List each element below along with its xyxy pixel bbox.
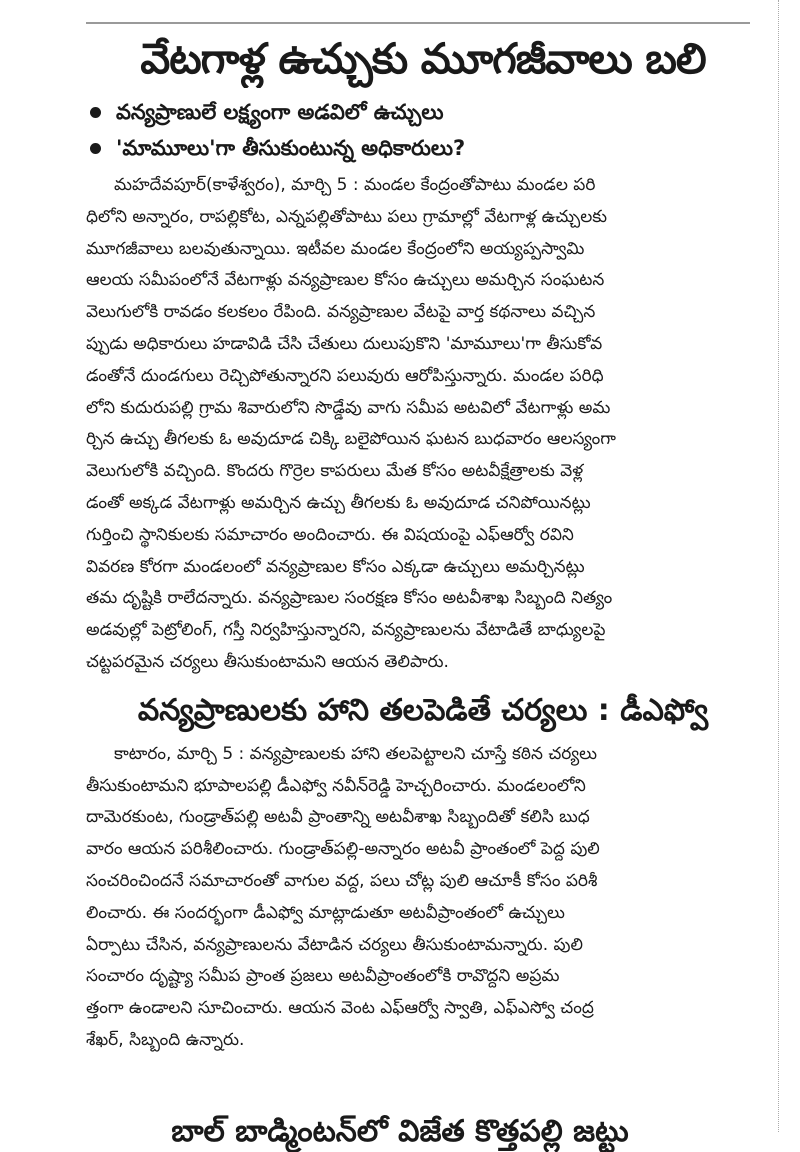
article-headline: వేటగాళ్ల ఉచ్చుకు మూగజీవాలు బలి — [140, 34, 706, 83]
bullet-dot-icon — [90, 107, 101, 118]
body-line: ప్పుడు అధికారులు హడావిడి చేసి చేతులు దులుపుకొని 'మామూలు'గా తీసుకోవ — [86, 333, 603, 354]
body-line: అడవుల్లో పెట్రోలింగ్, గస్తీ నిర్వహిస్తున్నారని, వన్యప్రాణులను వేటాడితే బాధ్యులపై — [86, 620, 606, 641]
section-body — [86, 739, 760, 1057]
highlight-text: 'మామూలు'గా తీసుకుంటున్న అధికారులు? — [116, 136, 466, 160]
body-line: ఏర్పాటు చేసిన, వన్యప్రాణులను వేటాడిన చర్యలు తీసుకుంటామన్నారు. పులి — [86, 934, 583, 955]
body-line: త్తంగా ఉండాలని సూచించారు. ఆయన వెంట ఎఫ్ఆర్వో స్వాతి, ఎఫ్ఎస్వో చంద్ర — [86, 998, 594, 1019]
body-line: వెలుగులోకి వచ్చింది. కొందరు గొర్రెల కాపరులు మేత కోసం అటవీక్షేత్రాలకు వెళ్ల — [86, 461, 584, 482]
body-line: డంతోనే దుండగులు రెచ్చిపోతున్నారని పలువురు ఆరోపిస్తున్నారు. మండల పరిధి — [86, 365, 604, 386]
highlight-list — [86, 94, 760, 166]
adjacent-column-edge — [778, 0, 800, 1132]
body-line: తీసుకుంటామని భూపాలపల్లి డీఎఫ్వో నవీన్‌రెడ్డి హెచ్చరించారు. మండలంలోని — [86, 775, 586, 796]
body-line: చట్టపరమైన చర్యలు తీసుకుంటామని ఆయన తెలిపారు. — [86, 651, 449, 672]
body-line: వివరణ కోరగా మండలంలో వన్యప్రాణుల కోసం ఎక్కడా ఉచ్చులు అమర్చినట్లు — [86, 556, 585, 577]
body-line: ఆలయ సమీపంలోనే వేటగాళ్లు వన్యప్రాణుల కోసం ఉచ్చులు అమర్చిన సంఘటన — [86, 270, 605, 291]
body-line: శేఖర్, సిబ్బంది ఉన్నారు. — [86, 1029, 245, 1050]
body-line: సంచరించిందనే సమాచారంతో వాగుల వద్ద, పలు చోట్ల పులి ఆచూకీ కోసం పరిశీ — [86, 870, 598, 891]
body-line: ధిలోని అన్నారం, రాపల్లికోట, ఎన్నపల్లితోపాటు పలు గ్రామాల్లో వేటగాళ్ల ఉచ్చులకు — [86, 206, 608, 227]
highlight-text: వన్యప్రాణులే లక్ష్యంగా అడవిలో ఉచ్చులు — [116, 100, 444, 124]
body-line: సంచారం దృష్ట్యా సమీప ప్రాంత ప్రజలు అటవీప్రాంతంలోకి రావొద్దని అప్రమ — [86, 966, 560, 987]
body-line: ర్చిన ఉచ్చు తీగలకు ఓ అవుదూడ చిక్కి బలైపోయిన ఘటన బుధవారం ఆలస్యంగా — [86, 429, 616, 450]
highlight-item — [86, 130, 760, 166]
body-line: తమ దృష్టికి రాలేదన్నారు. వన్యప్రాణుల సంరక్షణ కోసం అటవీశాఖ సిబ్బంది నిత్యం — [86, 588, 613, 609]
body-line: వారం ఆయన పరిశీలించారు. గుండ్రాత్‌పల్లి-అన్నారం అటవీ ప్రాంతంలో పెద్ద పులి — [86, 839, 600, 860]
body-line: లించారు. ఈ సందర్భంగా డీఎఫ్వో మాట్లాడుతూ అటవీప్రాంతంలో ఉచ్చులు — [86, 902, 565, 923]
top-divider — [86, 22, 750, 24]
body-line: దామెరకుంట, గుండ్రాత్‌పల్లి అటవీ ప్రాంతాన్ని అటవీశాఖ సిబ్బందితో కలిసి బుధ — [86, 807, 590, 828]
body-line: వెలుగులోకి రావడం కలకలం రేపింది. వన్యప్రాణుల వేటపై వార్త కథనాలు వచ్చిన — [86, 302, 596, 323]
body-line: మూగజీవాలు బలవుతున్నాయి. ఇటీవల మండల కేంద్రంలోని అయ్యప్పస్వామి — [86, 238, 585, 259]
news-article — [86, 30, 760, 1057]
bullet-dot-icon — [90, 143, 101, 154]
body-line: కాటారం, మార్చి 5 : వన్యప్రాణులకు హాని తలపెట్టాలని చూస్తే కఠిన చర్యలు — [114, 743, 598, 764]
body-line: లోని కుదురుపల్లి గ్రామ శివారులోని సొడ్డేవు వాగు సమీప అటవిలో వేటగాళ్లు అమ — [86, 397, 611, 418]
body-line: డంతో అక్కడ వేటగాళ్లు అమర్చిన ఉచ్చు తీగలకు ఓ అవుదూడ చనిపోయినట్లు — [86, 492, 591, 513]
next-article-headline: బాల్ బాడ్మింటన్‌లో విజేత కొత్తపల్లి జట్టు — [171, 1114, 629, 1149]
body-line: మహదేవపూర్(కాళేశ్వరం), మార్చి 5 : మండల కేంద్రంతోపాటు మండల పరి — [114, 175, 596, 195]
body-line: గుర్తించి స్థానికులకు సమాచారం అందించారు. ఈ విషయంపై ఎఫ్ఆర్వో రవిని — [86, 524, 574, 545]
article-body — [86, 170, 760, 679]
section-subheadline: వన్యప్రాణులకు హాని తలపెడితే చర్యలు : డీఎఫ్వో — [137, 692, 709, 728]
highlight-item — [86, 94, 760, 130]
